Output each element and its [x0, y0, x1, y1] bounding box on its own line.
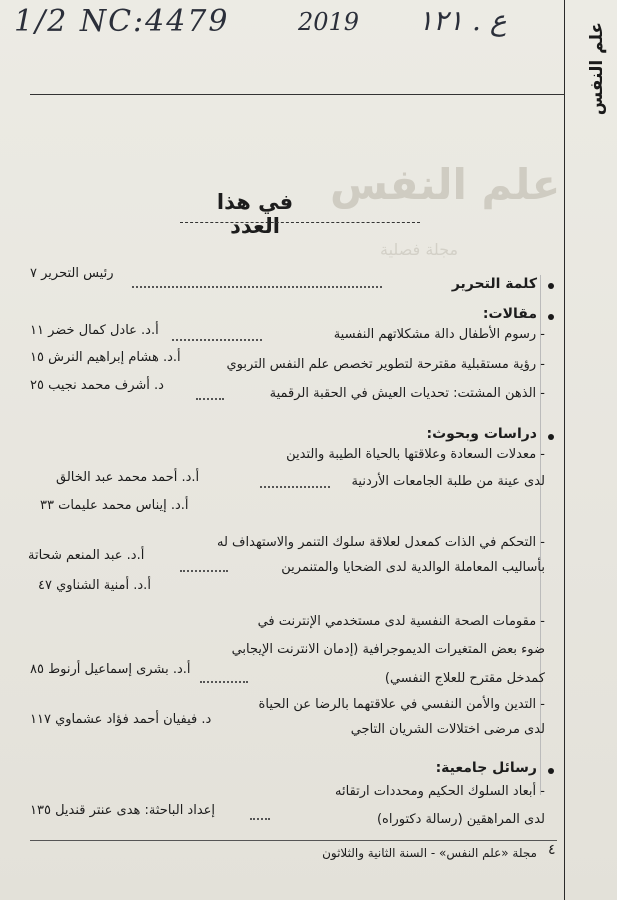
page-number: ٤ — [548, 842, 556, 858]
bullet — [548, 283, 554, 289]
thesis-title-line: لدى المراهقين (رسالة دكتوراه) — [376, 812, 545, 827]
study-author: د. فيفيان أحمد فؤاد عشماوي ١١٧ — [30, 712, 212, 727]
ghost-logo: علم النفس — [330, 160, 561, 209]
page-heading: في هذا العدد — [216, 190, 294, 238]
side-strip — [564, 0, 617, 900]
study-title-line: - معدلات السعادة وعلاقتها بالحياة الطيبة والتدين — [286, 447, 545, 462]
thesis-author: إعداد الباحثة: هدى عنتر قنديل ١٣٥ — [30, 803, 216, 818]
article-author: أ.د. هشام إبراهيم النرش ١٥ — [30, 350, 181, 365]
study-title-line: - مقومات الصحة النفسية لدى مستخدمي الإنترنت في — [257, 614, 545, 629]
study-title-line: ضوء بعض المتغيرات الديموجرافية (إدمان الانترنت الإيجابي — [231, 642, 545, 657]
leader-dots — [200, 681, 248, 683]
study-title-line: لدى مرضى اختلالات الشريان التاجي — [350, 722, 545, 737]
study-title-line: كمدخل مقترح للعلاج النفسي) — [384, 671, 545, 686]
footer-journal: مجلة «علم النفس» - السنة الثانية والثلاثون — [322, 846, 537, 860]
leader-dots — [196, 398, 224, 400]
study-title-line: لدى عينة من طلبة الجامعات الأردنية — [351, 474, 545, 489]
studies-section: دراسات وبحوث: — [426, 426, 537, 442]
study-author: أ.د. عبد المنعم شحاتة — [28, 548, 145, 563]
article-title: - رؤية مستقبلية مقترحة لتطوير تخصص علم النفس التربوي — [226, 357, 545, 372]
articles-section: مقالات: — [482, 306, 537, 322]
side-journal-title: علم النفس — [587, 22, 607, 116]
bullet — [548, 314, 554, 320]
study-author: أ.د. أحمد محمد عبد الخالق — [56, 470, 200, 485]
editorial-section: كلمة التحرير — [451, 276, 537, 292]
editorial-author: رئيس التحرير ٧ — [30, 266, 114, 281]
article-author: د. أشرف محمد نجيب ٢٥ — [30, 378, 164, 393]
study-title-line: - التدين والأمن النفسي في علاقتهما بالرضا عن الحياة — [258, 697, 545, 712]
article-author: أ.د. عادل كمال خضر ١١ — [30, 323, 159, 338]
top-rule — [30, 94, 565, 95]
theses-section: رسائل جامعية: — [435, 760, 537, 776]
study-author: أ.د. بشرى إسماعيل أرنوط ٨٥ — [30, 662, 191, 677]
leader-dots — [180, 570, 228, 572]
study-title-line: - التحكم في الذات كمعدل لعلاقة سلوك التنمر والاستهداف له — [216, 535, 545, 550]
study-author: أ.د. أمنية الشناوي ٤٧ — [38, 578, 151, 593]
bullet — [548, 768, 554, 774]
handwritten-code: 1/2 NC:4479 — [14, 4, 230, 39]
footer-rule — [30, 840, 557, 841]
thesis-title-line: - أبعاد السلوك الحكيم ومحددات ارتقائه — [335, 784, 545, 799]
handwritten-arabic-note: ع . ١٢١ — [418, 4, 507, 37]
leader-dots — [172, 339, 262, 341]
bullet — [548, 434, 554, 440]
article-title: - الذهن المشتت: تحديات العيش في الحقبة الرقمية — [269, 386, 545, 401]
study-author: أ.د. إيناس محمد عليمات ٣٣ — [40, 498, 189, 513]
leader-dots — [250, 818, 270, 820]
heading-underline — [180, 222, 420, 223]
article-title: - رسوم الأطفال دالة مشكلاتهم النفسية — [333, 327, 545, 342]
study-title-line: بأساليب المعاملة الوالدية لدى الضحايا والمتنمرين — [281, 560, 545, 575]
leader-dots — [260, 486, 330, 488]
leader-dots — [132, 286, 382, 288]
handwritten-year: 2019 — [298, 8, 360, 36]
ghost-subtitle: مجلة فصلية — [380, 240, 459, 259]
